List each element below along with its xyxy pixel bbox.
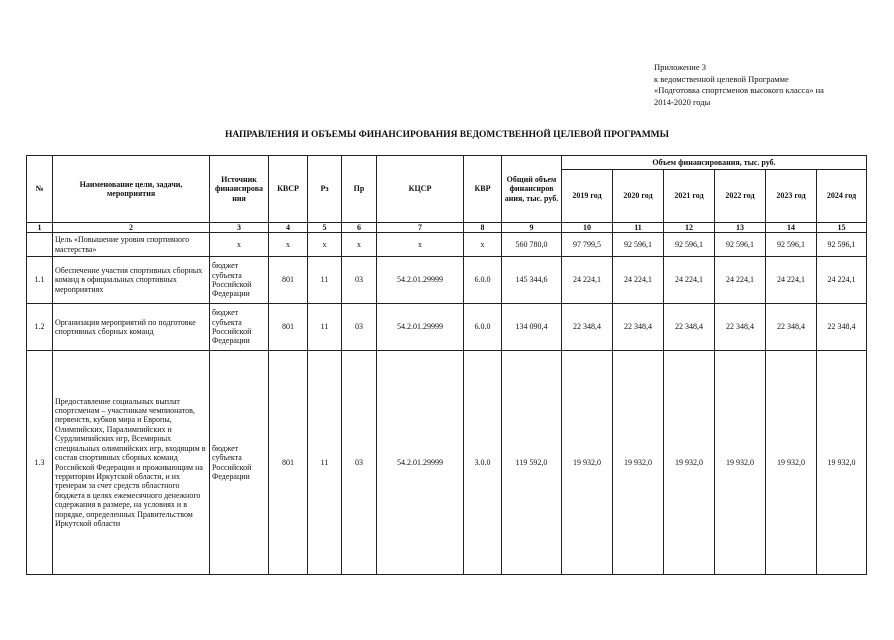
table-row	[27, 304, 867, 351]
row-year-value: 19 932,0	[664, 351, 715, 575]
row-year-value: 22 348,4	[664, 304, 715, 351]
column-number: 12	[664, 223, 715, 233]
document-title: НАПРАВЛЕНИЯ И ОБЪЕМЫ ФИНАНСИРОВАНИЯ ВЕДОМСТВЕННОЙ ЦЕЛЕВОЙ ПРОГРАММЫ	[225, 130, 669, 140]
row-pr: 03	[342, 351, 377, 575]
column-number: 15	[817, 223, 867, 233]
header-year: 2019 год	[562, 170, 613, 223]
row-kvr: 6.0.0	[464, 304, 502, 351]
row-year-value: 92 596,1	[766, 233, 817, 257]
column-number: 8	[464, 223, 502, 233]
row-kcsr: 54.2.01.29999	[377, 257, 464, 304]
row-year-value: 22 348,4	[715, 304, 766, 351]
appendix-note	[654, 62, 884, 108]
row-year-value: 19 932,0	[766, 351, 817, 575]
row-year-value: 24 224,1	[715, 257, 766, 304]
row-source: х	[210, 233, 269, 257]
row-kvsr: 801	[269, 257, 308, 304]
column-number: 7	[377, 223, 464, 233]
row-year-value: 24 224,1	[562, 257, 613, 304]
row-year-value: 92 596,1	[715, 233, 766, 257]
row-year-value: 22 348,4	[766, 304, 817, 351]
table-row	[27, 351, 867, 575]
row-year-value: 24 224,1	[766, 257, 817, 304]
header-kcsr: КЦСР	[377, 156, 464, 223]
row-kvsr: 801	[269, 304, 308, 351]
row-num: 1.1	[27, 257, 53, 304]
column-number: 13	[715, 223, 766, 233]
header-total: Общий объем финансиров ания, тыс. руб.	[502, 156, 562, 223]
header-year: 2021 год	[664, 170, 715, 223]
row-rz: х	[308, 233, 342, 257]
column-number-row	[27, 223, 867, 233]
row-year-value: 24 224,1	[664, 257, 715, 304]
row-rz: 11	[308, 351, 342, 575]
appendix-line: Приложение 3	[654, 62, 706, 72]
row-pr: 03	[342, 257, 377, 304]
row-name: Цель «Повышение уровня спортивного мастерства»	[53, 233, 210, 257]
header-name: Наименование цели, задачи, мероприятия	[53, 156, 210, 223]
row-year-value: 22 348,4	[562, 304, 613, 351]
row-pr: 03	[342, 304, 377, 351]
header-year: 2020 год	[613, 170, 664, 223]
header-year: 2023 год	[766, 170, 817, 223]
row-year-value: 19 932,0	[817, 351, 867, 575]
table-row	[27, 257, 867, 304]
header-pr: Пр	[342, 156, 377, 223]
row-year-value: 24 224,1	[817, 257, 867, 304]
row-year-value: 19 932,0	[613, 351, 664, 575]
column-number: 10	[562, 223, 613, 233]
row-kvsr: х	[269, 233, 308, 257]
row-name: Предоставление социальных выплат спортсменам – участникам чемпионатов, первенств, кубков мира и Европы, Олимпийских, Паралимпийских и Сурдлимпийских игр, Всемирных специальных олимпийских игр, входящим в состав спортивных сборных команд Российской Федерации и проживающим на территории Иркутской области, и их тренерам за счет средств областного бюджета в целях ежемесячного денежного содержания в размере, на условиях и в порядке, определенных Правительством Иркутской области	[53, 351, 210, 575]
row-pr: х	[342, 233, 377, 257]
table-row	[27, 233, 867, 257]
header-row	[27, 156, 867, 170]
row-kcsr: х	[377, 233, 464, 257]
row-rz: 11	[308, 304, 342, 351]
header-year: 2024 год	[817, 170, 867, 223]
column-number: 11	[613, 223, 664, 233]
row-year-value: 97 799,5	[562, 233, 613, 257]
header-kvsr: КВСР	[269, 156, 308, 223]
row-year-value: 92 596,1	[664, 233, 715, 257]
header-rz: Рз	[308, 156, 342, 223]
row-total: 119 592,0	[502, 351, 562, 575]
row-num: 1.2	[27, 304, 53, 351]
header-num: №	[27, 156, 53, 223]
row-name: Организация мероприятий по подготовке спортивных сборных команд	[53, 304, 210, 351]
row-kvr: 3.0.0	[464, 351, 502, 575]
appendix-line: «Подготовка спортсменов высокого класса» на	[654, 85, 824, 95]
header-source: Источник финансирова ния	[210, 156, 269, 223]
row-rz: 11	[308, 257, 342, 304]
column-number: 1	[27, 223, 53, 233]
row-source: бюджет субъекта Российской Федерации	[210, 257, 269, 304]
appendix-line: к ведомственной целевой Программе	[654, 73, 789, 84]
financing-table	[26, 155, 867, 575]
column-number: 4	[269, 223, 308, 233]
row-year-value: 92 596,1	[817, 233, 867, 257]
column-number: 9	[502, 223, 562, 233]
column-number: 14	[766, 223, 817, 233]
row-kcsr: 54.2.01.29999	[377, 304, 464, 351]
row-year-value: 92 596,1	[613, 233, 664, 257]
column-number: 5	[308, 223, 342, 233]
column-number: 2	[53, 223, 210, 233]
row-kvr: х	[464, 233, 502, 257]
row-total: 560 780,0	[502, 233, 562, 257]
row-total: 134 090,4	[502, 304, 562, 351]
row-kcsr: 54.2.01.29999	[377, 351, 464, 575]
row-kvr: 6.0.0	[464, 257, 502, 304]
row-num: 1.3	[27, 351, 53, 575]
row-year-value: 24 224,1	[613, 257, 664, 304]
row-year-value: 19 932,0	[715, 351, 766, 575]
header-volume: Объем финансирования, тыс. руб.	[562, 156, 867, 170]
appendix-line: 2014-2020 годы	[654, 96, 711, 107]
column-number: 6	[342, 223, 377, 233]
row-year-value: 22 348,4	[817, 304, 867, 351]
header-year: 2022 год	[715, 170, 766, 223]
row-kvsr: 801	[269, 351, 308, 575]
row-year-value: 19 932,0	[562, 351, 613, 575]
row-total: 145 344,6	[502, 257, 562, 304]
column-number: 3	[210, 223, 269, 233]
row-name: Обеспечение участия спортивных сборных команд в официальных спортивных мероприятиях	[53, 257, 210, 304]
row-source: бюджет субъекта Российской Федерации	[210, 304, 269, 351]
row-num	[27, 233, 53, 257]
row-year-value: 22 348,4	[613, 304, 664, 351]
row-source: бюджет субъекта Российской Федерации	[210, 351, 269, 575]
header-kvr: КВР	[464, 156, 502, 223]
